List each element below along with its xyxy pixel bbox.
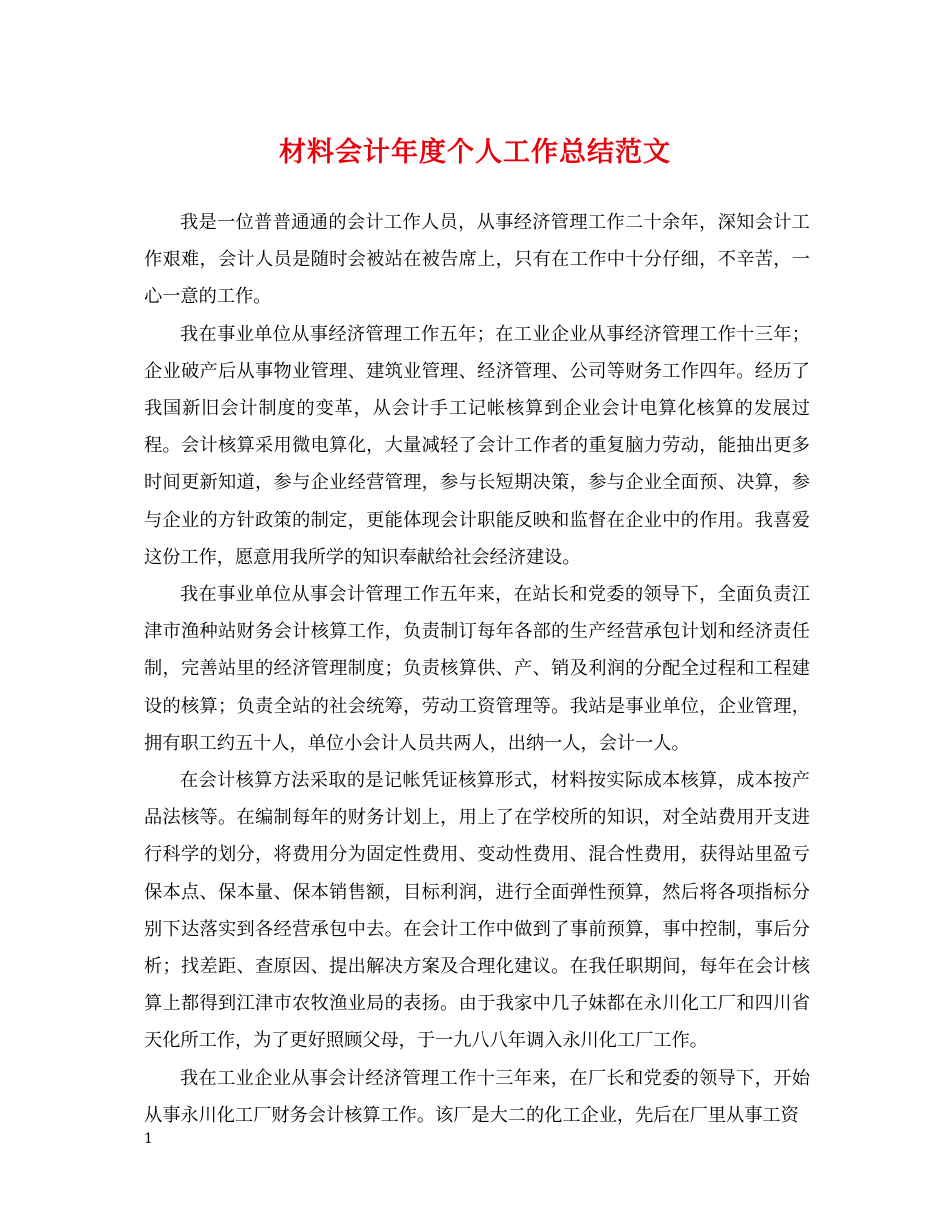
paragraph-5: 我在工业企业从事会计经济管理工作十三年来，在厂长和党委的领导下，开始从事永川化工厂财务会计核算工作。该厂是大二的化工企业，先后在厂里从事工资 <box>144 1067 810 1126</box>
paragraph-4: 在会计核算方法采取的是记帐凭证核算形式，材料按实际成本核算，成本按产品法核等。在编制每年的财务计划上，用上了在学校所的知识，对全站费用开支进行科学的划分，将费用分为固定性费用、变动性费用、混合性费用，获得站里盈亏保本点、保本量、保本销售额，目标利润，进行全面弹性预算，然后将各项指标分别下达落实到各经营承包中去。在会计工作中做到了事前预算，事中控制，事后分析；找差距、查原因、提出解决方案及合理化建议。在我任职期间，每年在会计核算上都得到江津市农牧渔业局的表扬。由于我家中几子妹都在永川化工厂和四川省天化所工作，为了更好照顾父母，于一九八八年调入永川化工厂工作。 <box>144 770 810 1052</box>
document-title: 材料会计年度个人工作总结范文 <box>279 137 671 168</box>
paragraph-2: 我在事业单位从事经济管理工作五年；在工业企业从事经济管理工作十三年；企业破产后从事物业管理、建筑业管理、经济管理、公司等财务工作四年。经历了我国新旧会计制度的变革，从会计手工记帐核算到企业会计电算化核算的发展过程。会计核算采用微电算化，大量减轻了会计工作者的重复脑力劳动，能抽出更多时间更新知道，参与企业经营管理，参与长短期决策，参与企业全面预、决算，参与企业的方针政策的制定，更能体现会计职能反映和监督在企业中的作用。我喜爱这份工作，愿意用我所学的知识奉献给社会经济建设。 <box>144 323 810 568</box>
paragraph-3: 我在事业单位从事会计管理工作五年来，在站长和党委的领导下，全面负责江津市渔种站财务会计核算工作，负责制订每年各部的生产经营承包计划和经济责任制，完善站里的经济管理制度；负责核算供、产、销及利润的分配全过程和工程建设的核算；负责全站的社会统筹，劳动工资管理等。我站是事业单位，企业管理，拥有职工约五十人，单位小会计人员共两人，出纳一人，会计一人。 <box>144 584 810 754</box>
page-number: 1 <box>144 1131 153 1147</box>
paragraph-1: 我是一位普普通通的会计工作人员，从事经济管理工作二十余年，深知会计工作艰难，会计人员是随时会被站在被告席上，只有在工作中十分仔细，不辛苦，一心一意的工作。 <box>144 212 810 308</box>
document-body <box>144 204 810 1134</box>
